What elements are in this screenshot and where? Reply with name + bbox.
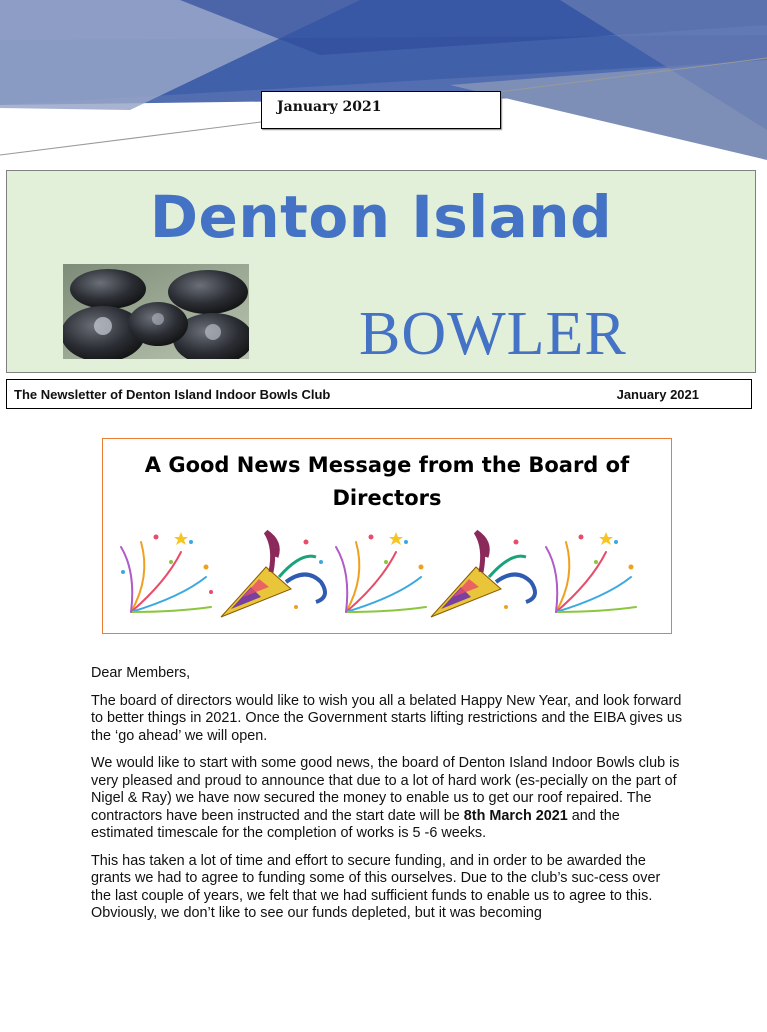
subheading-left: The Newsletter of Denton Island Indoor Bowls Club — [14, 387, 331, 402]
newsletter-subtitle: BOWLER — [359, 300, 627, 368]
announcement-box — [102, 438, 672, 634]
header-banner — [0, 0, 767, 170]
newsletter-title: Denton Island — [149, 183, 613, 251]
confetti-decoration — [111, 527, 666, 623]
party-popper-icon — [221, 532, 325, 617]
fireworks-icon — [336, 532, 426, 612]
fireworks-icon — [546, 532, 636, 612]
paragraph-2 — [91, 755, 683, 843]
announcement-title: A Good News Message from the Board of Directors — [144, 453, 630, 510]
start-date: 8th March 2021 — [463, 807, 568, 824]
bowls-photo-icon — [63, 264, 249, 359]
paragraph-3: This has taken a lot of time and effort to secure funding, and in order to be awarded the grants we had to agree to funding some of this ourselves. Due to the club’s suc-cess over the last couple of years, we felt that we had sufficient funds to enable us to agree to this. Obviously, we don’t like to see our funds depleted, but it was becoming — [91, 852, 661, 921]
masthead — [6, 170, 756, 373]
letter-body — [91, 665, 683, 933]
subheading-date: January 2021 — [616, 387, 699, 402]
issue-date-box — [261, 91, 501, 129]
fireworks-icon — [121, 532, 213, 612]
party-popper-icon — [431, 532, 535, 617]
paragraph-2-start: We would like to start with some good news, the board of Denton Island Indoor Bowls club is very pleased and proud to announce that due to a lot of hard work (es-pecially on the part of Nigel & Ray) we have now secured the money to enable us to get our roof repaired. The contractors have been instructed and the start date will be — [91, 755, 680, 824]
salutation: Dear Members, — [91, 665, 191, 681]
paragraph-2-end: and the estimated timescale for the completion of works is 5 -6 weeks. — [91, 807, 620, 841]
issue-date: January 2021 — [277, 99, 382, 115]
paragraph-1: The board of directors would like to wish you all a belated Happy New Year, and look forward to better things in 2021. Once the Government starts lifting restrictions and the EIBA gives us the ‘go ahead’ we will open. — [91, 692, 683, 744]
newsletter-subheading — [6, 379, 752, 409]
